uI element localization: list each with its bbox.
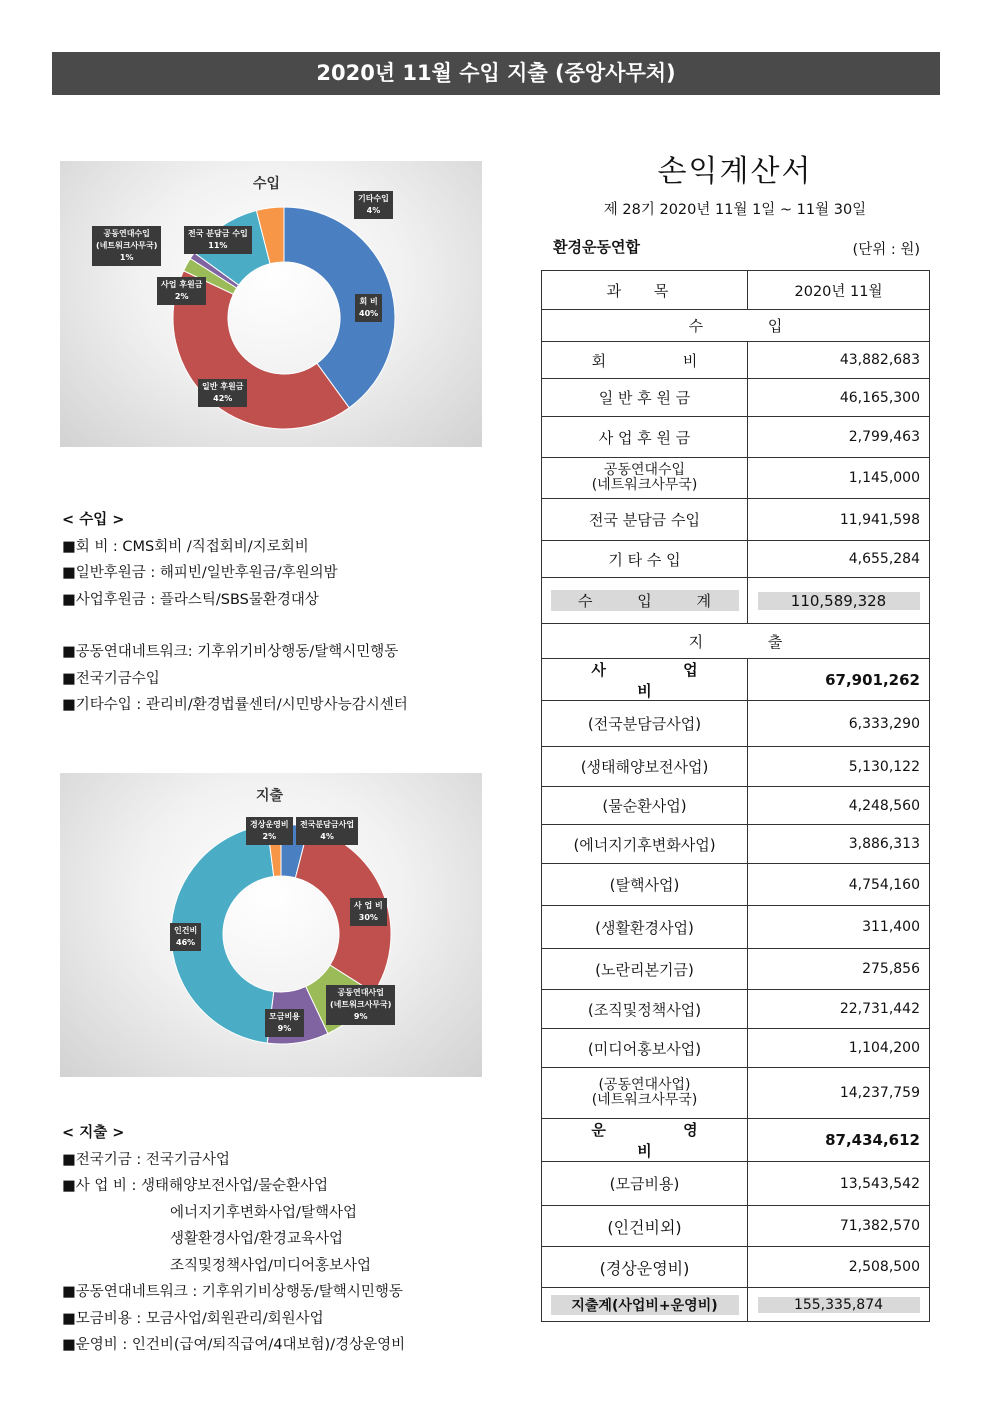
- unit-label: (단위 : 원): [852, 242, 920, 258]
- income-notes: [62, 507, 408, 719]
- row-label: (인건비외): [542, 1206, 748, 1246]
- expense-total-cell: [748, 1288, 929, 1321]
- income-total-cell: [748, 578, 929, 623]
- table-row: [542, 990, 929, 1029]
- header-month: 2020년 11월: [794, 283, 883, 300]
- expense-note: ■모금비용 : 모금사업/회원관리/회원사업: [62, 1310, 324, 1327]
- row-value: 22,731,442: [839, 1001, 920, 1017]
- expense-label-network: 공동연대사업 (네트워크사무국) 9%: [326, 985, 395, 1025]
- expense-label-operating-cost: 경상운영비 2%: [246, 817, 293, 845]
- expense-note: ■사 업 비 : 생태해양보전사업/물순환사업: [62, 1178, 329, 1194]
- row-value: 1,145,000: [848, 470, 920, 486]
- expense-notes: [62, 1120, 405, 1359]
- row-label: 사 업 후 원 금: [542, 417, 748, 457]
- header-item: 과 목: [542, 271, 748, 309]
- row-label: (미디어홍보사업): [542, 1029, 748, 1067]
- table-row: [542, 342, 929, 379]
- expense-label-business: 사 업 비 30%: [350, 898, 387, 926]
- table-row: [542, 379, 929, 417]
- income-label-membership: 회 비 40%: [355, 294, 382, 322]
- table-row: [542, 787, 929, 825]
- expense-note: ■전국기금 : 전국기금사업: [62, 1151, 230, 1168]
- table-row: [542, 949, 929, 990]
- income-label-project-sponsor: 사업 후원금 2%: [157, 277, 206, 305]
- expense-note: 에너지기후변화사업/탈핵사업: [170, 1204, 357, 1221]
- row-label: 일 반 후 원 금: [542, 379, 748, 416]
- income-label-national: 전국 분담금 수입 11%: [184, 226, 252, 254]
- row-value: 2,799,463: [848, 429, 920, 445]
- income-donut-chart: [60, 161, 482, 447]
- income-total-value: 110,589,328: [758, 592, 920, 610]
- expense-label-personnel: 인건비 46%: [170, 923, 201, 951]
- row-label: (경상운영비): [542, 1247, 748, 1287]
- table-row: [542, 1206, 929, 1247]
- table-row: [542, 1162, 929, 1206]
- expense-notes-heading: < 지출 >: [62, 1125, 125, 1141]
- operating-label: 운 영 비: [542, 1119, 748, 1161]
- income-notes-heading: < 수입 >: [62, 512, 125, 528]
- row-value: 5,130,122: [848, 758, 920, 775]
- row-label: 기 타 수 입: [542, 541, 748, 577]
- row-value: 4,754,160: [848, 876, 920, 893]
- income-total-row: [542, 578, 929, 624]
- income-total-label-cell: [542, 578, 748, 623]
- expense-note: 조직및정책사업/미디어홍보사업: [170, 1257, 371, 1274]
- operating-total-row: [542, 1119, 929, 1162]
- income-label-network: 공동연대수입 (네트워크사무국) 1%: [92, 226, 161, 266]
- expense-section-label: 지 출: [688, 632, 813, 651]
- row-label: (탈핵사업): [542, 864, 748, 905]
- expense-total-label-cell: [542, 1288, 748, 1321]
- row-value: 3,886,313: [848, 836, 920, 852]
- row-value: 13,543,542: [839, 1175, 920, 1192]
- row-value: 46,165,300: [839, 389, 920, 406]
- row-value: 43,882,683: [839, 352, 920, 368]
- income-label-other: 기타수입 4%: [354, 191, 393, 219]
- table-row: [542, 499, 929, 541]
- row-value: 11,941,598: [839, 511, 920, 528]
- row-value: 311,400: [862, 919, 920, 935]
- table-row: [542, 906, 929, 949]
- expense-chart-title: 지출: [256, 788, 284, 804]
- income-note: ■전국기금수입: [62, 670, 160, 687]
- table-row: [542, 701, 929, 747]
- table-row: [542, 825, 929, 864]
- expense-label-national: 전국분담금사업 4%: [296, 817, 358, 845]
- business-total: 67,901,262: [825, 670, 920, 689]
- expense-note: ■운영비 : 인건비(급여/퇴직급여/4대보험)/경상운영비: [62, 1337, 406, 1353]
- business-label: 사 업 비: [542, 659, 748, 700]
- income-note: ■일반후원금 : 해피빈/일반후원금/후원의밤: [62, 565, 338, 581]
- row-value: 14,237,759: [839, 1085, 920, 1101]
- expense-note: ■공동연대네트워크 : 기후위기비상행동/탈핵시민행동: [62, 1284, 403, 1300]
- row-label: (공동연대사업) (네트워크사무국): [542, 1068, 748, 1118]
- page-title-banner: 2020년 11월 수입 지출 (중앙사무처): [52, 52, 940, 95]
- table-row: [542, 541, 929, 578]
- income-note: ■공동연대네트워크: 기후위기비상행동/탈핵시민행동: [62, 644, 399, 660]
- table-header-row: [542, 271, 929, 310]
- row-value: 2,508,500: [848, 1259, 920, 1275]
- income-statement-table: [541, 270, 930, 1322]
- expense-note: 생활환경사업/환경교육사업: [170, 1231, 343, 1247]
- table-row: [542, 1247, 929, 1288]
- row-label: (조직및정책사업): [542, 990, 748, 1028]
- table-row: [542, 864, 929, 906]
- row-label: (노란리본기금): [542, 949, 748, 989]
- statement-period: 제 28기 2020년 11월 1일 ~ 11월 30일: [603, 202, 867, 218]
- expense-total-row: [542, 1288, 929, 1321]
- expense-label-fundraising: 모금비용 9%: [265, 1009, 304, 1037]
- expense-donut-chart: [60, 773, 482, 1077]
- table-row: [542, 1068, 929, 1119]
- row-label: (물순환사업): [542, 787, 748, 824]
- operating-total: 87,434,612: [825, 1131, 920, 1149]
- row-label: 회 비: [542, 342, 748, 378]
- row-value: 71,382,570: [839, 1218, 920, 1234]
- income-section-row: [542, 310, 929, 342]
- row-value: 1,104,200: [848, 1040, 920, 1056]
- row-value: 275,856: [862, 961, 920, 977]
- income-note: [62, 613, 408, 639]
- row-label: (전국분담금사업): [542, 701, 748, 746]
- row-label: (에너지기후변화사업): [542, 825, 748, 863]
- expense-total-value: 155,335,874: [758, 1297, 920, 1313]
- income-note: ■사업후원금 : 플라스틱/SBS물환경대상: [62, 591, 319, 608]
- table-row: [542, 1029, 929, 1068]
- income-total-label: 수 입 계: [551, 590, 739, 611]
- expense-section-row: [542, 624, 929, 659]
- income-note: ■기타수입 : 관리비/환경법률센터/시민방사능감시센터: [62, 697, 408, 713]
- row-value: 4,655,284: [848, 551, 920, 567]
- row-label: (생태해양보전사업): [542, 747, 748, 786]
- statement-title: 손익계산서: [657, 154, 813, 189]
- business-total-row: [542, 659, 929, 701]
- row-label: (모금비용): [542, 1162, 748, 1205]
- row-label: 공동연대수입 (네트워크사무국): [542, 458, 748, 498]
- organization-name: 환경운동연합: [553, 238, 640, 256]
- income-chart-title: 수입: [253, 176, 281, 192]
- income-section-label: 수 입: [688, 317, 813, 335]
- row-label: 전국 분담금 수입: [542, 499, 748, 540]
- income-label-general-sponsor: 일반 후원금 42%: [198, 379, 247, 407]
- table-row: [542, 417, 929, 458]
- expense-total-label: 지출계(사업비+운영비): [551, 1295, 739, 1315]
- row-value: 4,248,560: [848, 797, 920, 814]
- row-value: 6,333,290: [848, 715, 920, 732]
- row-label: (생활환경사업): [542, 906, 748, 948]
- income-note: ■회 비 : CMS회비 /직접회비/지로회비: [62, 538, 309, 555]
- table-row: [542, 458, 929, 499]
- table-row: [542, 747, 929, 787]
